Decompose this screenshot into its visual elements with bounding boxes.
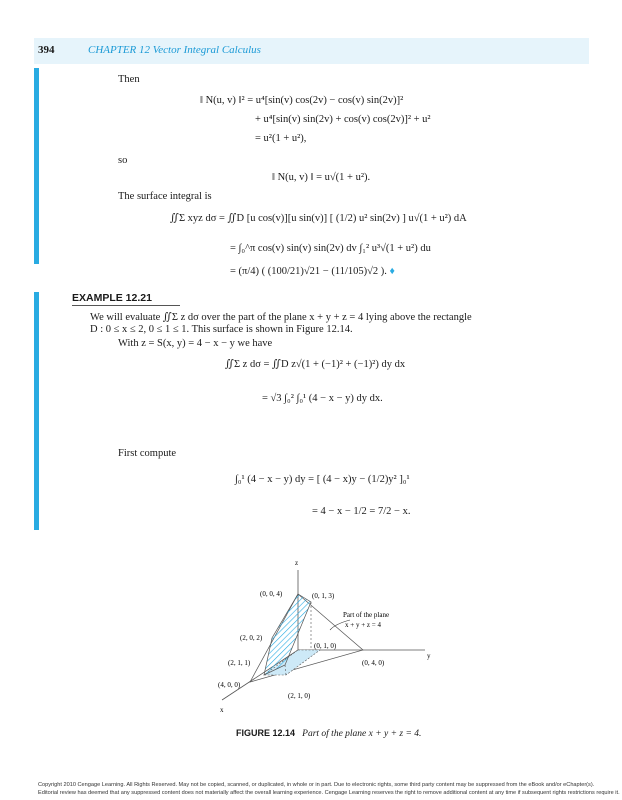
sidebar-accent-example	[34, 292, 39, 530]
equation-N-squared-2: + u⁴[sin(v) sin(2v) + cos(v) cos(2v)]² + u²	[255, 114, 431, 125]
example-title-rule	[72, 305, 180, 306]
example-intro-line1: We will evaluate ∬Σ z dσ over the part of the plane x + y + z = 4 lying above the rectangle	[90, 312, 472, 323]
sidebar-accent-top	[34, 68, 39, 264]
annotation-line2: x + y + z = 4	[345, 621, 381, 629]
equation-N-squared-1: ‖ N(u, v) ‖² = u⁴[sin(v) cos(2v) − cos(v) sin(2v)]²	[200, 95, 404, 106]
example-intro-line3: With z = S(x, y) = 4 − x − y we have	[118, 338, 273, 349]
page-number: 394	[38, 44, 55, 56]
figure-caption-text: Part of the plane x + y + z = 4.	[302, 729, 422, 739]
then-label: Then	[118, 74, 140, 85]
equation-example-4: = 4 − x − 1/2 = 7/2 − x.	[312, 506, 411, 517]
equation-N-squared-3: = u²(1 + u²),	[255, 133, 307, 144]
first-compute-label: First compute	[118, 448, 177, 459]
z-axis-label: z	[295, 559, 299, 567]
equation-surface-integral-3: = (π/4) ( (100/21)√21 − (11/105)√2 ). ♦	[230, 266, 395, 277]
footer-copyright-line2: Editorial review has deemed that any suppressed content does not materially affect the overall learning experience. Cengage Learning reserves the right to remove additional content at any time if subsequent rights restrictions require it.	[38, 790, 620, 796]
point-label-0-4-0: (0, 4, 0)	[362, 659, 385, 667]
point-label-0-1-0: (0, 1, 0)	[314, 642, 337, 650]
point-label-2-1-1: (2, 1, 1)	[228, 659, 251, 667]
equation-example-1: ∬Σ z dσ = ∬D z√(1 + (−1)² + (−1)²) dy dx	[225, 359, 406, 370]
so-label: so	[118, 155, 128, 166]
point-label-0-0-4: (0, 0, 4)	[260, 590, 283, 598]
footer-copyright-line1: Copyright 2010 Cengage Learning. All Rights Reserved. May not be copied, scanned, or duplicated, in whole or in part. Due to electronic rights, some third party content may be suppressed from the eBook and/or eChapter(s).	[38, 782, 595, 788]
annotation-line1: Part of the plane	[343, 611, 390, 619]
point-label-4-0-0: (4, 0, 0)	[218, 681, 241, 689]
chapter-title: CHAPTER 12 Vector Integral Calculus	[88, 44, 261, 56]
x-axis-label: x	[220, 706, 224, 714]
equation-example-2: = √3 ∫₀² ∫₀¹ (4 − x − y) dy dx.	[262, 393, 383, 404]
point-label-0-1-3: (0, 1, 3)	[312, 592, 335, 600]
example-intro-line2: D : 0 ≤ x ≤ 2, 0 ≤ 1 ≤ 1. This surface is shown in Figure 12.14.	[90, 324, 353, 335]
end-of-example-mark: ♦	[389, 266, 395, 277]
point-label-2-1-0: (2, 1, 0)	[288, 692, 311, 700]
surface-integral-intro: The surface integral is	[118, 191, 212, 202]
equation-N-norm: ‖ N(u, v) ‖ = u√(1 + u²).	[272, 172, 371, 183]
equation-surface-integral-1: ∬Σ xyz dσ = ∬D [u cos(v)][u sin(v)] [ (1/2) u² sin(2v) ] u√(1 + u²) dA	[170, 213, 467, 224]
point-label-2-0-2: (2, 0, 2)	[240, 634, 263, 642]
figure-caption	[236, 728, 421, 739]
example-title: EXAMPLE 12.21	[72, 292, 152, 304]
equation-example-3: ∫₀¹ (4 − x − y) dy = [ (4 − x)y − (1/2)y² ]₀¹	[235, 474, 410, 485]
figure-plane-diagram	[180, 550, 460, 720]
equation-surface-integral-2: = ∫₀^π cos(v) sin(v) sin(2v) dv ∫₁² u³√(1 + u²) du	[230, 243, 431, 254]
y-axis-label: y	[427, 652, 431, 660]
figure-caption-label: FIGURE 12.14	[236, 728, 296, 738]
